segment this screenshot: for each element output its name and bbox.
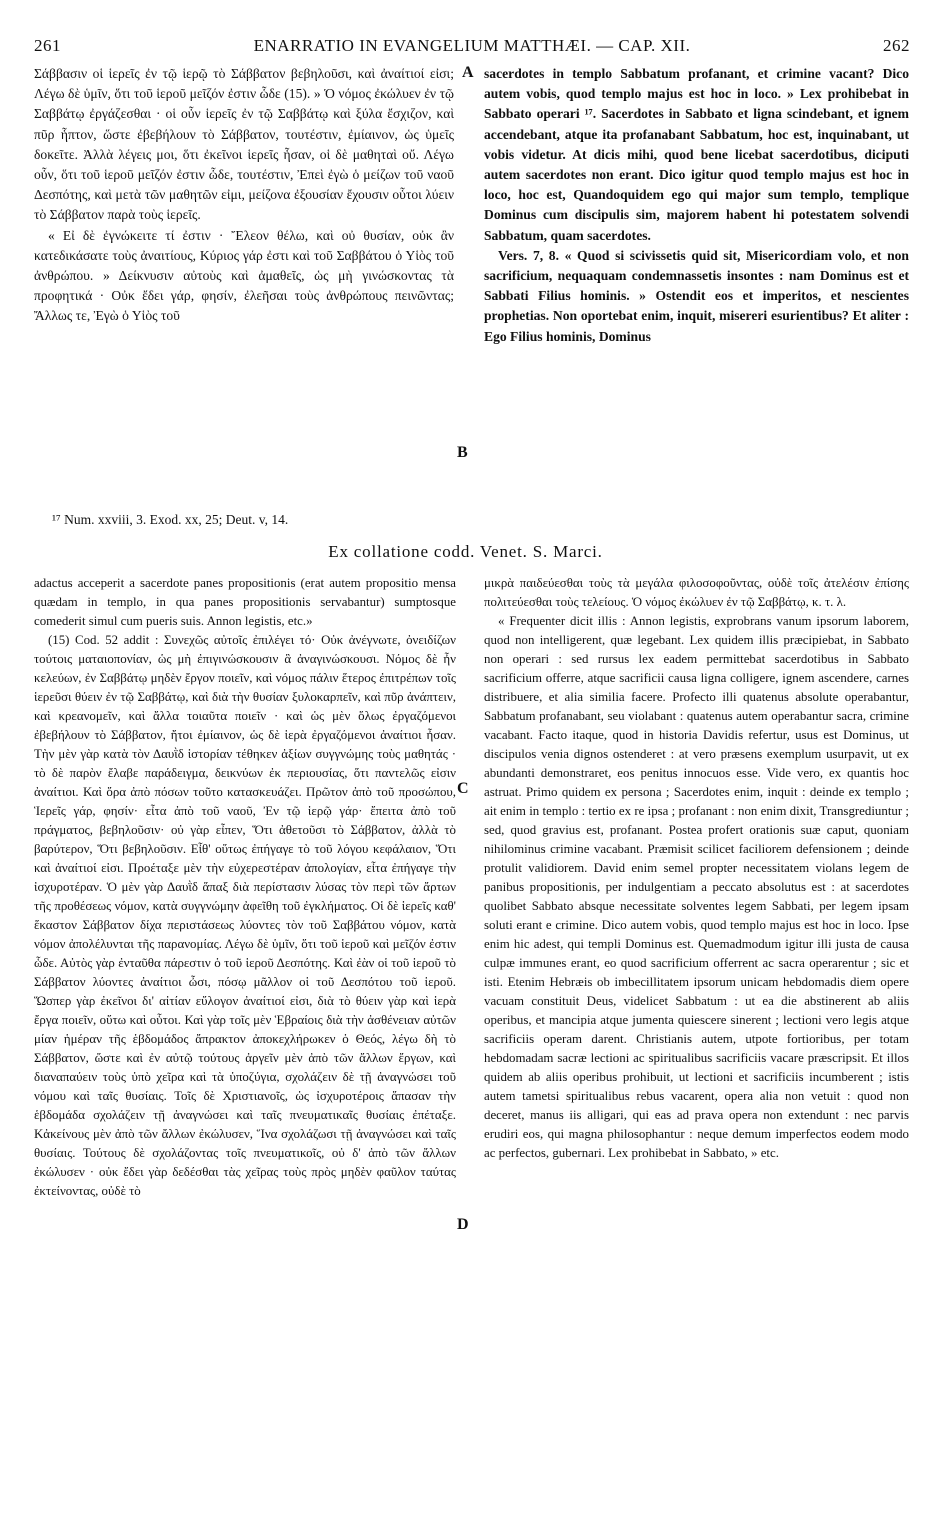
footnote: ¹⁷ Num. xxviii, 3. Exod. xx, 25; Deut. v, 14. xyxy=(52,512,289,527)
greek-paragraph: « Εἰ δὲ ἐγνώκειτε τί ἐστιν · Ἔλεον θέλω, καὶ οὐ θυσίαν, οὐκ ἂν κατεδικάσατε τοὺς ἀναιτίους, Κύριος γάρ ἐστι καὶ τοῦ Σαββάτου ὁ Υἱὸς τοῦ ἀνθρώπου. » Δείκνυσιν αὐτοὺς καὶ ἀμαθεῖς, ὡς μὴ γινώσκοντας τὰ προφητικά · Οὐκ ἔδει γάρ, φησίν, ἐλεῆσαι τοὺς ἀνθρώπους πεινῶντας; Ἄλλως τε, Ἐγὼ ὁ Υἱὸς τοῦ xyxy=(34,227,454,324)
collation-right-column xyxy=(484,574,909,1163)
running-header xyxy=(34,36,910,58)
collation-paragraph: adactus acceperit a sacerdote panes propositionis (erat autem propositio mensa quædam in templo, in qua panes propositionis servabantur) sumptosque comederit simul cum pueris suis. Annon legistis, etc.» xyxy=(34,576,456,628)
latin-paragraph: sacerdotes in templo Sabbatum profanant, et crimine vacant? Dico autem vobis, quod templo majus est hoc in loco. » Lex prohibebat in Sabbato operari ¹⁷. Sacerdotes in Sabbato et ligna scindebant, et ignem accendebant, atque ita profanabant Sabbatum, hoc est, inquinabant, ut vobis videtur. At dicis mihi, quod bene licebat sacerdotibus, diciputi autem sacerdotes non erant. Dico igitur quod templo majus est hoc in loco, hoc est, Quandoquidem ego qui major sum templo, templique Dominus cum discipulis sim, majorem habent hi potestatem solvendi Sabbatum, quam sacerdotes. xyxy=(484,66,909,243)
collation-paragraph: μικρὰ παιδεύεσθαι τοὺς τὰ μεγάλα φιλοσοφοῦντας, οὐδὲ τοῖς ἀτελέσιν ἐπίσης πολιτεύεσθαι τοὺς τελείους. Ὁ νόμος ἐκώλυεν ἐν τῷ Σαββάτῳ, κ. τ. λ. xyxy=(484,576,909,609)
greek-text-column xyxy=(34,64,454,327)
collation-left-column xyxy=(34,574,456,1201)
greek-paragraph: Σάββασιν οἱ ἱερεῖς ἐν τῷ ἱερῷ τὸ Σάββατον βεβηλοῦσι, καὶ ἀναίτιοί εἰσι; Λέγω δὲ ὑμῖν, ὅτι τοῦ ἱεροῦ μεῖζόν ἐστιν ὧδε (15). » Ὁ νόμος ἐκώλυεν ἐν τῷ Σαββάτῳ ἐργάζεσθαι · οἱ οὖν ἱερεῖς ἐν τῷ Σαββάτῳ καὶ ξύλα ἔσχιζον, καὶ πῦρ ἧπτον, ὥστε ἐβεβήλουν τὸ Σάββατον, τουτέστιν, ἐμίαινον, ὡς ὑμεῖς δοκεῖτε. Ἀλλὰ λέγεις μοι, ὅτι ἐκεῖνοι ἱερεῖς ἦσαν, οἱ δὲ μαθηταὶ οὔ. Λέγω οὖν, ὅτι τοῦ ἱεροῦ μεῖζόν ἐστιν ὧδε, τουτέστιν, Ἐπεὶ ἐγὼ ὁ μείζων τοῦ ναοῦ Δεσπότης, καὶ μετὰ τῶν μαθητῶν εἰμι, μείζονα ἐξουσίαν ἔχουσιν οὗτοι λύειν τὸ Σάββατον παρὰ τοὺς ἱερεῖς. xyxy=(34,66,454,223)
latin-text-column xyxy=(484,64,909,347)
collation-paragraph: (15) Cod. 52 addit : Συνεχῶς αὐτοῖς ἐπιλέγει τό· Οὐκ ἀνέγνωτε, ὀνειδίζων τούτοις ματαιοπονίαν, ὡς μὴ ἐπιγινώσκουσιν ἃ ἀναγινώσκουσι. Νόμος δὲ ἦν κελεύων, ἐν Σαββάτῳ μηδὲν ἔργον ποιεῖν, καὶ νόμος πάλιν ἕτερος ἐπιτρέπων τοῖς ἱερεῦσι θύειν ἐν τῷ Σαββάτῳ, καὶ διὰ τὴν θυσίαν ξυλοκαρπεῖν, καὶ πῦρ ἀνάπτειν, καὶ κρεανομεῖν, καὶ ἄλλα τοιαῦτα ποιεῖν · καὶ ὡς μὲν ὅλως ἐργαζόμενοι ἐβεβήλουν τὸ Σάββατον, ἤτοι ἐμίαινον, ὡς δὲ ἱερὰ ἐργαζόμενοι ἀναίτιοι ἦσαν. Τὴν μὲν γὰρ κατὰ τὸν Δαυῒδ ἱστορίαν τέθηκεν ἀξίων συγγνώμης τοὺς μαθητάς · τὸ δὲ παρὸν ἔλαβε παράδειγμα, δεικνύων ἐκ περιουσίας, ὅτι παντελῶς εἰσιν ἀναίτιοι. Καὶ ὅρα ἀπὸ πόσων τοῦτο κατασκευάζει. Πρῶτον ἀπὸ τοῦ προσώπου, Ἱερεῖς γάρ, φησίν· εἶτα ἀπὸ τοῦ ναοῦ, Ἐν τῷ ἱερῷ γάρ· ἔπειτα ἀπὸ τοῦ πράγματος, βεβηλοῦσιν· οὐ γὰρ εἶπεν, Ὅτι ἀθετοῦσι τὸ Σάββατον, ἀλλὰ τὸ βαρύτερον, Ὅτι βεβηλοῦσιν. Εἶθ' οὕτως ἐπήγαγε τὸ τοῦ λόγου κεφάλαιον, Ὅτι καὶ ἀναίτιοί εἰσι. Προέταξε μὲν τὴν εὐχερεστέραν ἀπολογίαν, εἶτα ἐπήγαγε τὴν ἰσχυροτέραν. Ὁ μὲν γὰρ Δαυῒδ ἅπαξ διὰ περίστασιν λύσας τὸν περὶ τῶν ἄρτων τῆς προθέσεως νόμον, κατὰ συγγνώμην ἀφεῖθη τοῦ ἐγκλήματος. Οἱ δὲ ἱερεῖς καθ' ἕκαστον Σάββατον δίχα περιστάσεως λύοντες τὸν τοῦ Σαββάτου νόμον, κατὰ νόμον ἀπολέλυνται τῆς παρανομίας. Λέγω δὲ ὑμῖν, ὅτι τοῦ ἱεροῦ καὶ μεῖζόν ἐστιν ὧδε. Αὐτὸς γὰρ ἐνταῦθα πάρεστιν ὁ τοῦ ἱεροῦ Δεσπότης. Καὶ ἐὰν οἱ τοῦ ἱεροῦ τὸ Σάββατον λύοντες ἀναίτιοι ὦσι, πόσῳ μᾶλλον οἱ τοῦ Δεσπότου τοῦ ἱεροῦ. Ὥσπερ γὰρ ἐκεῖνοι δι' αἰτίαν εὔλογον ἀναίτιοί εἰσι, διὰ τὸ θύειν γὰρ καὶ ἱερὰ ἔργα ποιεῖν, οὕτω καὶ οὗτοι. Καὶ γὰρ τοῖς μὲν Ἑβραίοις διὰ τὴν ἀσθένειαν αὐτῶν μίαν ἡμέραν τῆς ἑβδομάδος ἄπρακτον ἀποκεχλήρωκεν ὁ Θεός, λέγω δὴ τὸ Σάββατον, ὥστε καὶ ἐν αὐτῷ τούτους ἀργεῖν μὲν ἀπὸ τῶν ἄλλων ἔργων, καὶ διαναπαύειν τοὺς ὑπὸ χεῖρα καὶ τὰ ὑποζύγια, σχολάζειν δὲ τῇ ἀναγνώσει τοῦ νόμου καὶ ταῖς θυσίαις. Τοῖς δὲ Χριστιανοῖς, ὡς ἰσχυροτέροις ἅπασαν τὴν ἑβδομάδα σχολάζειν τῇ ἀναγνώσει καὶ ταῖς πνευματικαῖς θυσίαις ἐπέταξε. Κἀκείνους μὲν ἀπὸ τῶν ἄλλων ἐκώλυσεν, Ἵνα σχολάζωσι τῇ ἀναγνώσει καὶ ταῖς θυσίαις. Τούτους δὲ σχολάζοντας τοῖς πνευματικοῖς, οὐ δ' ἀπὸ τῶν ἄλλων ἐκώλυσεν · οὐκ ἔδει γὰρ δεδέσθαι τὰς χεῖρας τοὺς πρὸς μηδὲν φαῦλον ταύτας ἐκτείνοντας, οὐδὲ τὸ xyxy=(34,633,456,1198)
page-number-left: 261 xyxy=(34,36,61,55)
margin-marker-d: D xyxy=(457,1216,469,1233)
margin-marker-b: B xyxy=(457,444,468,461)
section-title: Ex collatione codd. Venet. S. Marci. xyxy=(328,542,603,561)
page-number-right: 262 xyxy=(883,36,910,55)
latin-paragraph: Vers. 7, 8. « Quod si scivissetis quid sit, Misericordiam volo, et non sacrificium, nequaquam condemnassetis insontes : nam Dominus est et Sabbati Filius hominis. » Ostendit eos et imperitos, et nescientes prophetias. Non oportebat enim, inquit, misereri esurientibus? Et aliter : Ego Filius hominis, Dominus xyxy=(484,247,909,344)
margin-marker-c: C xyxy=(457,780,469,797)
collation-paragraph: « Frequenter dicit illis : Annon legistis, exprobrans vanum ipsorum laborem, quod non intelligerent, quæ legebant. Lex quidem illis præcipiebat, in Sabbato non operari : sed rursus lex eadem permittebat sacerdotibus in Sabbato sacrificium offerre, atque sacrificii causa ligna colligere, ignem ascendere, carnes distribuere, et alia similia facere. Profecto illi quatenus absolute operabantur, Sabbatum profanabant, seu violabant : quatenus autem operabantur sacra, crimine vacabant. Facto itaque, quod in historia Davidis refertur, usus est Dominus, ut discipulos venia dignos ostenderet : at vero præsens exemplum usurpavit, ut ex abundanti demonstraret, eos penitus innocuos esse. Vide vero, ex quantis hoc astruat. Primo quidem ex persona ; Sacerdotes enim, inquit : deinde ex templo ; ait enim in templo : tertio ex re ipsa ; profanant : non enim dixit, Transgrediuntur ; sed, quod gravius est, profanant. Postea profert orationis suæ caput, quoniam nihilominus crimine vacabant. Præmisit scilicet faciliorem defensionem ; deinde protulit validiorem. David enim semel propter necessitatem violans legem de panibus propositionis, per indulgentiam a peccato absolutus est : at sacerdotes quolibet Sabbato absque necessitate solventes legem Sabbati, per legem ipsam soluti erant e crimine. Dico autem vobis, quod templo majus est hoc in loco. Ipse enim hic adest, qui templi Dominus est. Quemadmodum igitur illi justa de causa culpæ immunes erant, eo quod sacrificium offerrent ac sacra operarentur ; sic et isti. Etenim Hebræis ob imbecillitatem ipsorum unicam hebdomadis diem opere vacuam constituit Deus, videlicet Sabbatum : ut ea die abstinerent ab aliis operibus, et mancipia atque jumenta quiescere sinerent ; lectioni vero legis atque sacrificiis operam darent. Christianis autem, utpote fortioribus, per totam hebdomadam sacræ lectioni ac spiritualibus sacrificiis vacare præscripsit. Et illos quidem ab aliis operibus prohibuit, ut lectioni et sacrificiis incumberent ; istis autem tametsi spiritualibus rebus vacarent, opera alia non vetuit : quod non deceret, manus iis alligari, qui eas ad prava opera non extendunt : nec parvis erudiri eos, qui magna philosophantur : neque demum imperfectos eodem modo ac perfectos, gubernari. Lex prohibebat in Sabbato, » etc. xyxy=(484,614,909,1160)
running-title: ENARRATIO IN EVANGELIUM MATTHÆI. — CAP. XII. xyxy=(253,36,691,55)
margin-marker-a: A xyxy=(462,64,474,81)
